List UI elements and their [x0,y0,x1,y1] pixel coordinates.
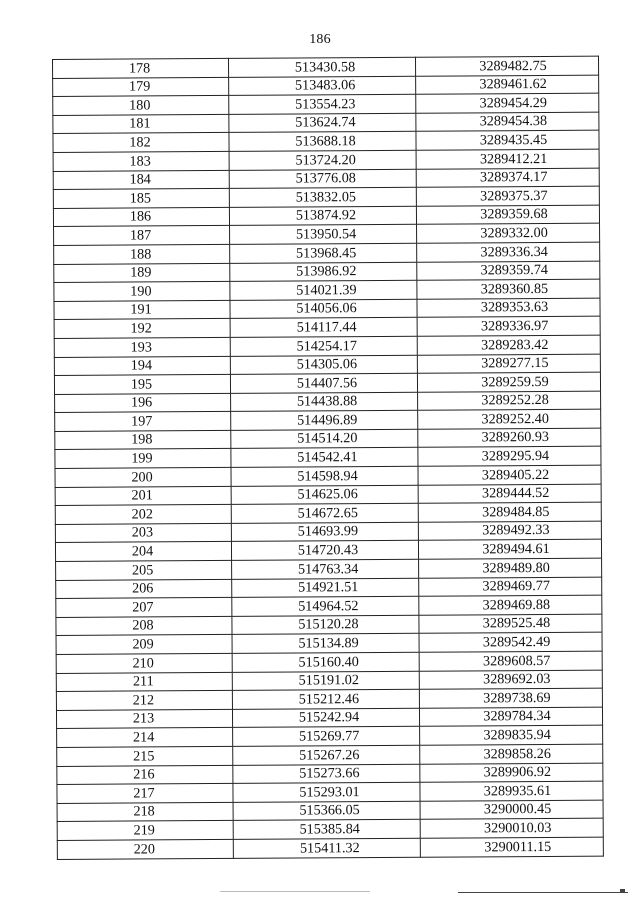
x-coordinate-cell: 515269.77 [233,727,420,747]
y-coordinate-cell: 3289482.75 [415,56,598,76]
point-number-cell: 193 [54,337,230,357]
point-number-cell: 183 [53,151,229,171]
point-number-cell: 205 [56,560,232,580]
x-coordinate-cell: 514598.94 [231,466,418,486]
y-coordinate-cell: 3290010.03 [420,818,603,838]
point-number-cell: 219 [57,821,233,841]
y-coordinate-cell: 3289405.22 [418,465,601,485]
x-coordinate-cell: 514693.99 [231,522,418,542]
x-coordinate-cell: 514407.56 [230,373,417,393]
footer-rule [458,892,628,893]
y-coordinate-cell: 3289525.48 [419,614,602,634]
y-coordinate-cell: 3289469.88 [419,595,602,615]
x-coordinate-cell: 515242.94 [232,708,419,728]
x-coordinate-cell: 514542.41 [231,448,418,468]
y-coordinate-cell: 3290000.45 [420,800,603,820]
point-number-cell: 196 [55,393,231,413]
x-coordinate-cell: 515267.26 [233,745,420,765]
point-number-cell: 180 [53,96,229,116]
point-number-cell: 186 [53,207,229,227]
y-coordinate-cell: 3289692.03 [419,670,602,690]
x-coordinate-cell: 514763.34 [232,559,419,579]
y-coordinate-cell: 3289489.80 [419,558,602,578]
y-coordinate-cell: 3289353.63 [417,298,600,318]
point-number-cell: 195 [54,375,230,395]
x-coordinate-cell: 514625.06 [231,485,418,505]
y-coordinate-cell: 3289835.94 [420,726,603,746]
point-number-cell: 181 [53,114,229,134]
coordinates-table-body [53,56,604,859]
point-number-cell: 213 [56,709,232,729]
x-coordinate-cell: 515120.28 [232,615,419,635]
y-coordinate-cell: 3289906.92 [420,763,603,783]
footer-mark [620,889,625,892]
x-coordinate-cell: 515366.05 [233,801,420,821]
point-number-cell: 217 [57,784,233,804]
y-coordinate-cell: 3289359.74 [417,261,600,281]
y-coordinate-cell: 3289492.33 [418,521,601,541]
point-number-cell: 212 [56,691,232,711]
y-coordinate-cell: 3289374.17 [416,168,599,188]
x-coordinate-cell: 514438.88 [231,392,418,412]
point-number-cell: 209 [56,635,232,655]
point-number-cell: 215 [57,746,233,766]
y-coordinate-cell: 3289336.97 [417,316,600,336]
y-coordinate-cell: 3289252.40 [418,409,601,429]
x-coordinate-cell: 514117.44 [230,318,417,338]
point-number-cell: 187 [54,226,230,246]
x-coordinate-cell: 513430.58 [228,57,415,77]
y-coordinate-cell: 3289336.34 [417,242,600,262]
point-number-cell: 189 [54,263,230,283]
coordinates-table [52,56,604,860]
x-coordinate-cell: 514514.20 [231,429,418,449]
y-coordinate-cell: 3289784.34 [419,707,602,727]
y-coordinate-cell: 3289283.42 [417,335,600,355]
y-coordinate-cell: 3289484.85 [418,502,601,522]
x-coordinate-cell: 513950.54 [230,225,417,245]
x-coordinate-cell: 513968.45 [230,243,417,263]
point-number-cell: 208 [56,616,232,636]
y-coordinate-cell: 3289252.28 [418,391,601,411]
point-number-cell: 182 [53,133,229,153]
y-coordinate-cell: 3289260.93 [418,428,601,448]
x-coordinate-cell: 514305.06 [230,355,417,375]
y-coordinate-cell: 3289277.15 [417,354,600,374]
x-coordinate-cell: 513832.05 [229,187,416,207]
y-coordinate-cell: 3289935.61 [420,781,603,801]
y-coordinate-cell: 3289359.68 [416,205,599,225]
x-coordinate-cell: 513624.74 [229,113,416,133]
y-coordinate-cell: 3289454.29 [416,93,599,113]
point-number-cell: 210 [56,653,232,673]
point-number-cell: 179 [53,77,229,97]
point-number-cell: 178 [53,58,229,78]
x-coordinate-cell: 513724.20 [229,150,416,170]
point-number-cell: 214 [57,728,233,748]
page-number: 186 [309,32,331,47]
x-coordinate-cell: 513874.92 [229,206,416,226]
y-coordinate-cell: 3289738.69 [419,688,602,708]
y-coordinate-cell: 3289454.38 [416,112,599,132]
x-coordinate-cell: 515385.84 [233,820,420,840]
x-coordinate-cell: 513483.06 [229,76,416,96]
x-coordinate-cell: 513688.18 [229,132,416,152]
point-number-cell: 220 [57,839,233,859]
point-number-cell: 216 [57,765,233,785]
y-coordinate-cell: 3289259.59 [417,372,600,392]
x-coordinate-cell: 513554.23 [229,94,416,114]
footer-rule-left [220,891,370,892]
x-coordinate-cell: 515293.01 [233,782,420,802]
point-number-cell: 206 [56,579,232,599]
point-number-cell: 201 [55,486,231,506]
y-coordinate-cell: 3289494.61 [418,540,601,560]
table-row [57,837,603,859]
x-coordinate-cell: 514056.06 [230,299,417,319]
x-coordinate-cell: 515134.89 [232,634,419,654]
point-number-cell: 185 [53,189,229,209]
y-coordinate-cell: 3289542.49 [419,633,602,653]
x-coordinate-cell: 514672.65 [231,504,418,524]
y-coordinate-cell: 3289444.52 [418,484,601,504]
y-coordinate-cell: 3289469.77 [419,577,602,597]
y-coordinate-cell: 3289375.37 [416,186,599,206]
x-coordinate-cell: 514254.17 [230,336,417,356]
point-number-cell: 199 [55,449,231,469]
x-coordinate-cell: 514021.39 [230,280,417,300]
point-number-cell: 191 [54,300,230,320]
x-coordinate-cell: 514921.51 [232,578,419,598]
y-coordinate-cell: 3289295.94 [418,447,601,467]
y-coordinate-cell: 3289412.21 [416,149,599,169]
point-number-cell: 202 [55,505,231,525]
point-number-cell: 194 [54,356,230,376]
point-number-cell: 218 [57,802,233,822]
x-coordinate-cell: 513986.92 [230,262,417,282]
point-number-cell: 192 [54,319,230,339]
point-number-cell: 198 [55,430,231,450]
y-coordinate-cell: 3289360.85 [417,279,600,299]
x-coordinate-cell: 515273.66 [233,764,420,784]
point-number-cell: 211 [56,672,232,692]
x-coordinate-cell: 515411.32 [233,838,420,858]
point-number-cell: 203 [55,523,231,543]
y-coordinate-cell: 3290011.15 [420,837,603,857]
x-coordinate-cell: 515191.02 [232,671,419,691]
y-coordinate-cell: 3289858.26 [420,744,603,764]
point-number-cell: 197 [55,412,231,432]
y-coordinate-cell: 3289608.57 [419,651,602,671]
x-coordinate-cell: 514964.52 [232,596,419,616]
x-coordinate-cell: 514720.43 [231,541,418,561]
point-number-cell: 188 [54,244,230,264]
y-coordinate-cell: 3289461.62 [416,75,599,95]
y-coordinate-cell: 3289332.00 [417,224,600,244]
x-coordinate-cell: 514496.89 [231,411,418,431]
point-number-cell: 184 [53,170,229,190]
point-number-cell: 190 [54,282,230,302]
point-number-cell: 204 [55,542,231,562]
point-number-cell: 207 [56,598,232,618]
y-coordinate-cell: 3289435.45 [416,131,599,151]
point-number-cell: 200 [55,467,231,487]
x-coordinate-cell: 515212.46 [232,689,419,709]
x-coordinate-cell: 515160.40 [232,652,419,672]
x-coordinate-cell: 513776.08 [229,169,416,189]
